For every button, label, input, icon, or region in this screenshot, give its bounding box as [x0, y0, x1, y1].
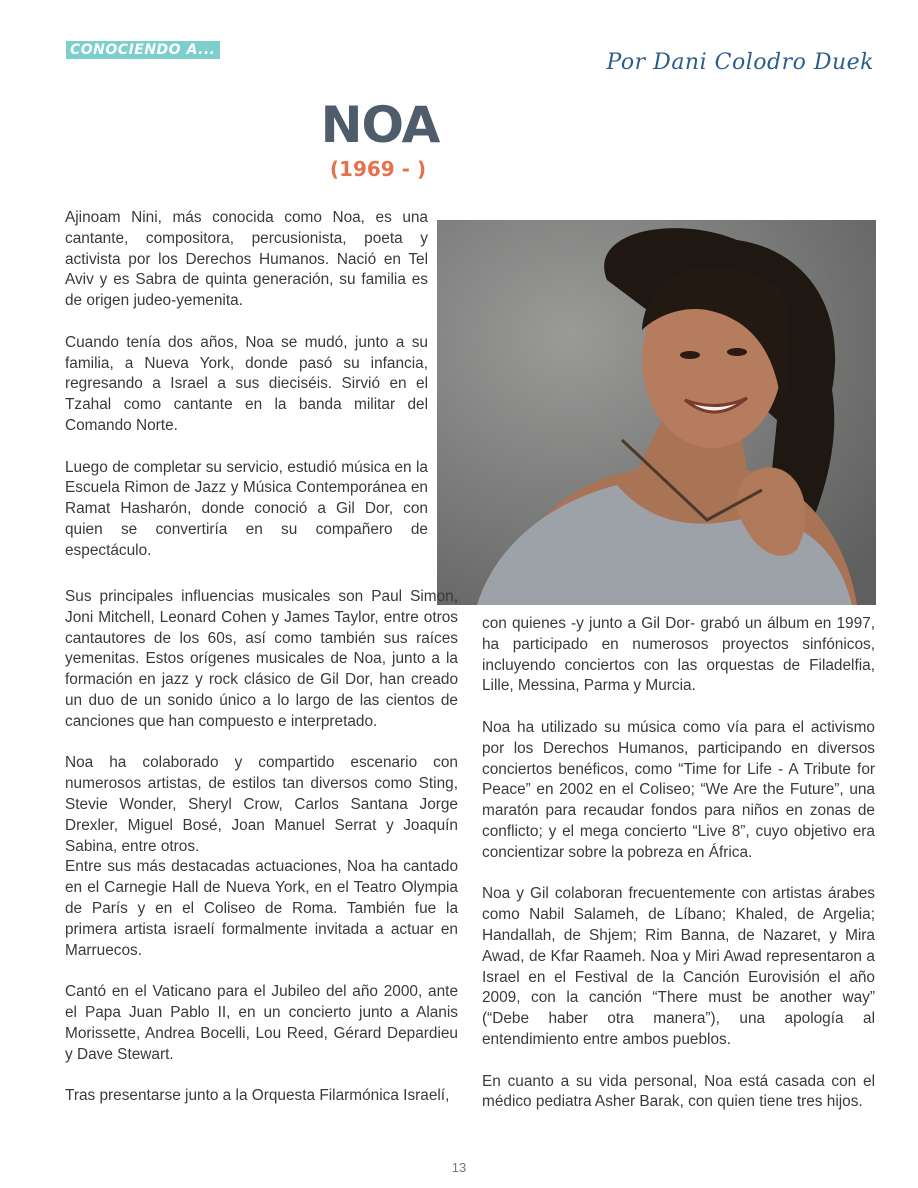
paragraph: Tras presentarse junto a la Orquesta Filarmónica Israelí, [65, 1087, 450, 1105]
paragraph: Sus principales influencias musicales son Paul Simon, Joni Mitchell, Leonard Cohen y James Taylor, entre otros cantautores de los 60s, así como también sus raíces yemenitas. Estos orígenes musicales de Noa, junto a la formación en jazz y rock clásico de Gil Dor, han creado un duo de un sonido único a lo largo de las cientos de canciones que han compuesto e interpretado. [65, 588, 458, 730]
paragraph: Noa y Gil colaboran frecuentemente con artistas árabes como Nabil Salameh, de Líbano; Khaled, de Argelia; Handallah, de Shjem; Rim Banna, de Nazaret, y Mira Awad, de Kfar Raameh. Noa y Miri Awad representaron a Israel en el Festival de la Canción Eurovisión el año 2009, con la canción “There must be another way” (“Debe haber otra manera”), una apología al entendimiento entre ambos pueblos. [482, 885, 875, 1048]
paragraph: Entre sus más destacadas actuaciones, Noa ha cantado en el Carnegie Hall de Nueva York, en el Teatro Olympia de París y en el Coliseo de Roma. También fue la primera artista israelí formalmente invitada a actuar en Marruecos. [65, 858, 458, 959]
paragraph: Ajinoam Nini, más conocida como Noa, es una cantante, compositora, percusionista, poeta y activista por los Derechos Humanos. Nació en Tel Aviv y es Sabra de quinta generación, su familia es de origen judeo-yemenita. [65, 209, 428, 310]
paragraph: Noa ha utilizado su música como vía para el activismo por los Derechos Humanos, participando en diversos conciertos benéficos, como “Time for Life - A Tribute for Peace” en 2002 en el Coliseo; “We Are the Future”, una maratón para recaudar fondos para niños en zonas de conflicto; y el mega concierto “Live 8”, cuyo objetivo era concientizar sobre la pobreza en África. [482, 718, 875, 861]
section-tag: CONOCIENDO A... [66, 41, 220, 59]
paragraph: con quienes -y junto a Gil Dor- grabó un álbum en 1997, ha participado en numerosos proyectos sinfónicos, incluyendo conciertos con las orquestas de Filadelfia, Lille, Messina, Parma y Murcia. [482, 615, 875, 695]
article-years: (1969 - ) [329, 157, 427, 181]
paragraph: Luego de completar su servicio, estudió música en la Escuela Rimon de Jazz y Música Contemporánea en Ramat Hasharón, donde conoció a Gil Dor, con quien se convertiría en su compañero de espectáculo. [65, 458, 428, 559]
article-left-column [65, 208, 428, 582]
article-title: NOA [320, 96, 440, 154]
paragraph: Cantó en el Vaticano para el Jubileo del año 2000, ante el Papa Juan Pablo II, en un concierto junto a Alanis Morissette, Andrea Bocelli, Lou Reed, Gérard Depardieu y Dave Stewart. [65, 983, 458, 1063]
portrait-photo [437, 220, 876, 605]
article-left-column-continued [65, 587, 458, 1107]
author-byline: Por Dani Colodro Duek [606, 50, 874, 75]
paragraph: Noa ha colaborado y compartido escenario con numerosos artistas, de estilos tan diversos como Sting, Stevie Wonder, Sheryl Crow, Carlos Santana Jorge Drexler, Miguel Bosé, Joan Manuel Serrat y Joaquín Sabina, entre otros. [65, 754, 458, 855]
article-right-column [482, 614, 875, 1113]
portrait-illustration [437, 220, 876, 605]
paragraph: Cuando tenía dos años, Noa se mudó, junto a su familia, a Nueva York, donde pasó su infancia, regresando a Israel a sus dieciséis. Sirvió en el Tzahal como cantante en la banda militar del Comando Norte. [65, 333, 428, 434]
page-number: 13 [451, 1160, 467, 1175]
paragraph: En cuanto a su vida personal, Noa está casada con el médico pediatra Asher Barak, con quien tiene tres hijos. [482, 1072, 875, 1111]
